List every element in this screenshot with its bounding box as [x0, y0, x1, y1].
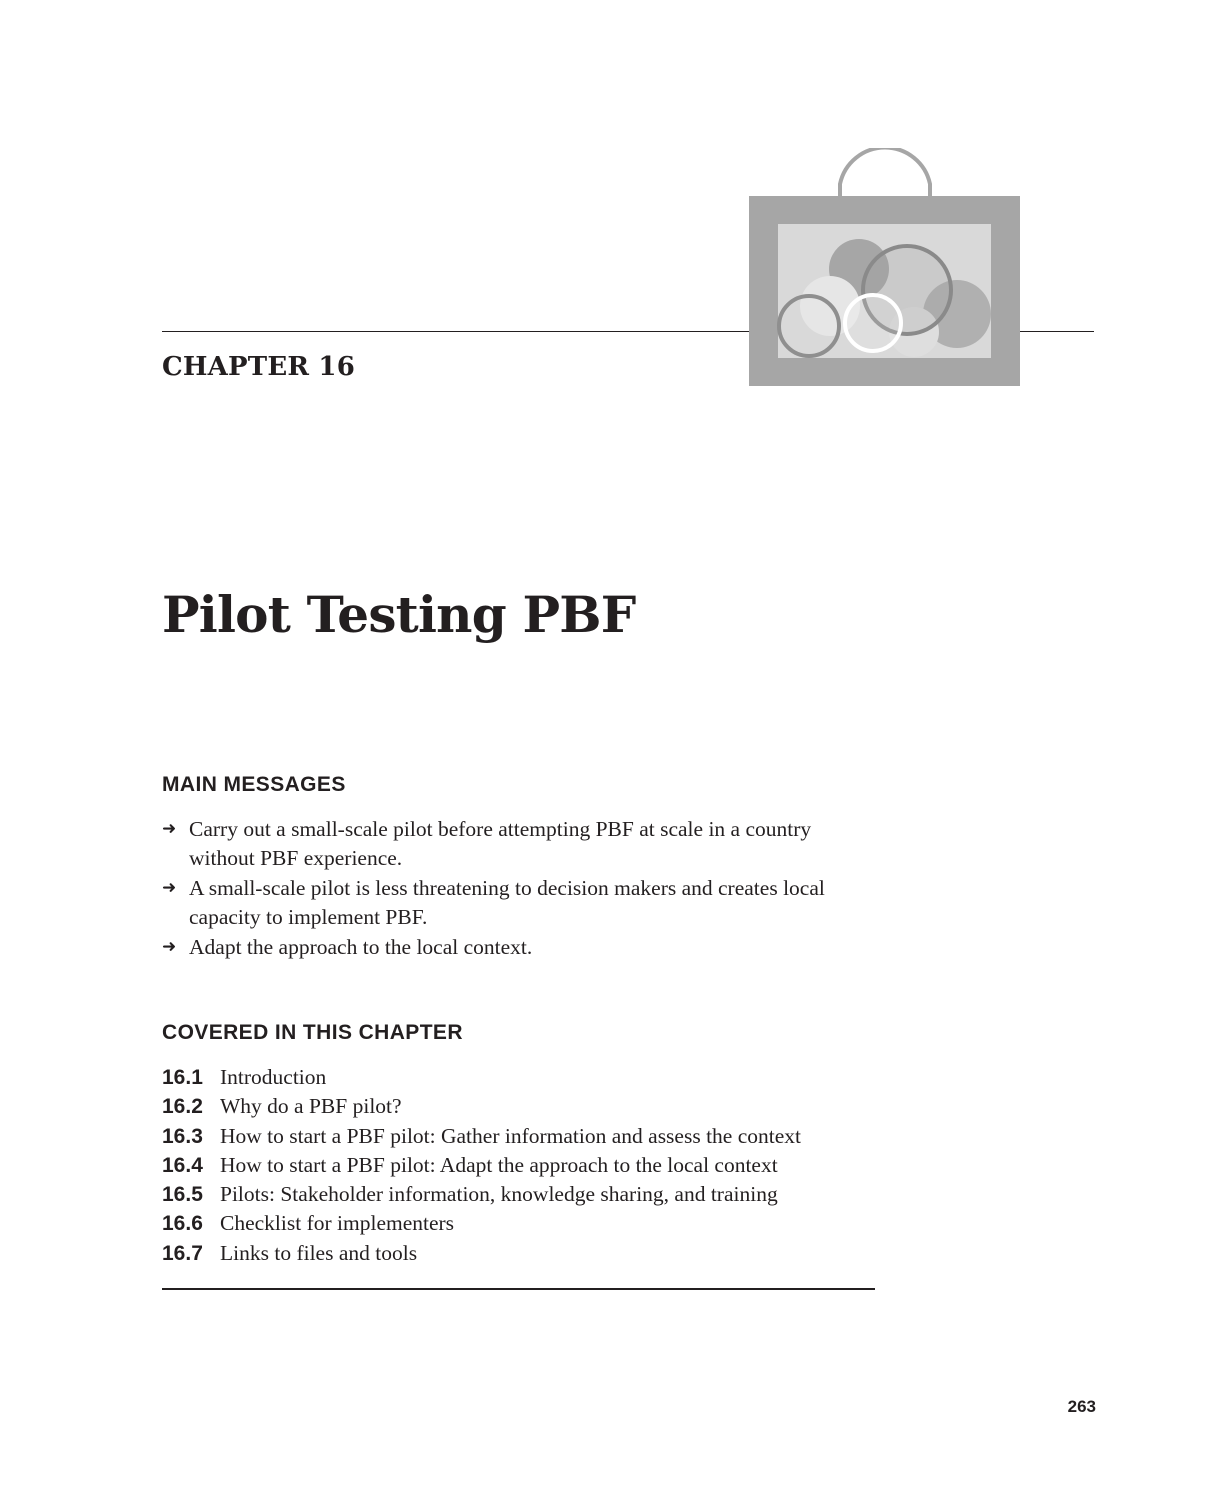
- contents-item: [162, 1180, 882, 1209]
- chapter-contents-list: [162, 1063, 882, 1268]
- toolkit-bag-icon: [748, 148, 1022, 388]
- main-message-item: [162, 874, 882, 932]
- section-number: 16.1: [162, 1066, 203, 1089]
- covered-heading: COVERED IN THIS CHAPTER: [162, 1021, 463, 1044]
- chapter-title: Pilot Testing PBF: [162, 585, 636, 644]
- contents-item: [162, 1092, 882, 1121]
- section-title: How to start a PBF pilot: Adapt the approach to the local context: [220, 1152, 778, 1177]
- section-title: How to start a PBF pilot: Gather information and assess the context: [220, 1123, 802, 1148]
- section-number: 16.6: [162, 1212, 203, 1236]
- section-number: 16.4: [162, 1153, 203, 1177]
- contents-item: [162, 1151, 882, 1180]
- right-arrow-icon: ➜: [162, 819, 177, 839]
- contents-bottom-rule: [162, 1288, 875, 1290]
- section-title: Pilots: Stakeholder information, knowledge sharing, and training: [220, 1182, 778, 1207]
- contents-item: [162, 1209, 882, 1238]
- section-title: Checklist for implementers: [220, 1211, 455, 1236]
- main-message-item: [162, 815, 882, 873]
- section-title: Why do a PBF pilot?: [220, 1094, 402, 1119]
- section-number: 16.5: [162, 1183, 203, 1207]
- circle-ring-white: [845, 295, 901, 351]
- right-arrow-icon: ➜: [162, 878, 177, 898]
- main-message-text: Adapt the approach to the local context.: [189, 935, 533, 959]
- main-message-text: A small-scale pilot is less threatening to decision makers and creates local capacity to implement PBF.: [189, 876, 825, 929]
- main-messages-heading: MAIN MESSAGES: [162, 773, 346, 796]
- section-number: 16.7: [162, 1241, 203, 1265]
- contents-item: [162, 1239, 882, 1268]
- chapter-label: CHAPTER 16: [162, 352, 355, 382]
- page-number: 263: [1067, 1397, 1096, 1416]
- section-title: Links to files and tools: [220, 1240, 418, 1265]
- contents-item: [162, 1122, 882, 1151]
- section-number: 16.3: [162, 1124, 203, 1148]
- section-title: Introduction: [220, 1065, 327, 1089]
- main-message-item: [162, 933, 882, 962]
- contents-item: [162, 1063, 882, 1092]
- main-message-text: Carry out a small-scale pilot before attempting PBF at scale in a country without PBF experience.: [189, 817, 812, 870]
- main-messages-list: [162, 815, 882, 963]
- right-arrow-icon: ➜: [162, 937, 177, 957]
- bag-handle: [840, 148, 930, 198]
- section-number: 16.2: [162, 1095, 203, 1119]
